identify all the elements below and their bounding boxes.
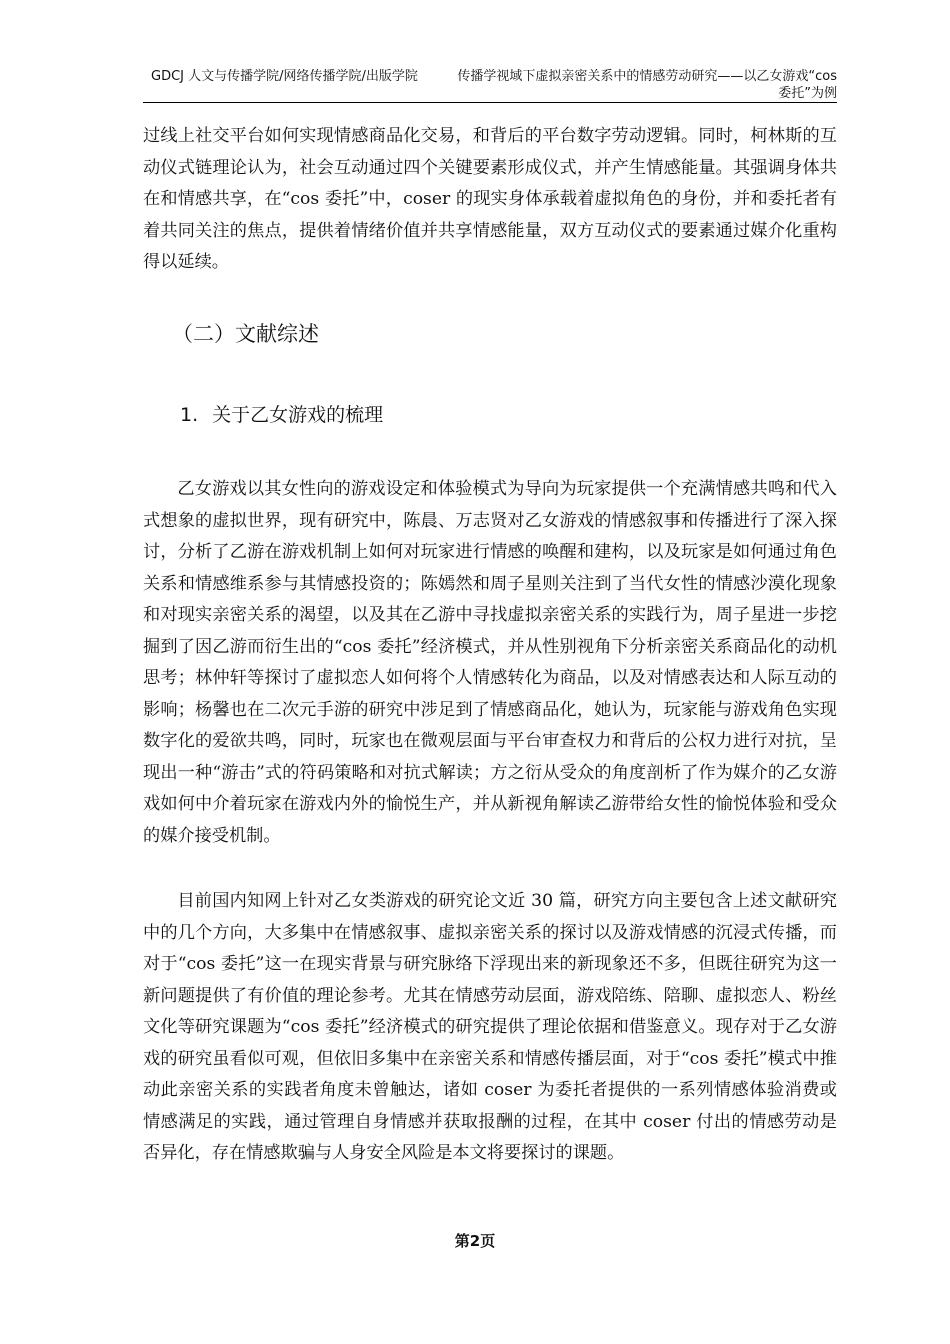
- subsection-heading: [180, 400, 383, 427]
- subsection-number: 1.: [180, 404, 199, 426]
- page-header: [143, 68, 837, 103]
- page-number: 第2页: [454, 1232, 496, 1250]
- section-heading: （二）文献综述: [172, 322, 319, 346]
- body-paragraph-2: 目前国内知网上针对乙女类游戏的研究论文近 30 篇，研究方向主要包含上述文献研究中的几个方向，大多集中在情感叙事、虚拟亲密关系的探讨以及游戏情感的沉浸式传播，而对于“cos 委托”这一在现实背景与研究脉络下浮现出来的新现象还不多，但既往研究为这一新问题提供了有价值的理论参考。尤其在情感劳动层面，游戏陪练、陪聊、虚拟恋人、粉丝文化等研究课题为“cos 委托”经济模式的研究提供了理论依据和借鉴意义。现存对于乙女游戏的研究虽看似可观，但依旧多集中在亲密关系和情感传播层面，对于“cos 委托”模式中推动此亲密关系的实践者角度未曾触达，诸如 coser 为委托者提供的一系列情感体验消费或情感满足的实践，通过管理自身情感并获取报酬的过程，在其中 coser 付出的情感劳动是否异化，存在情感欺骗与人身安全风险是本文将要探讨的课题。: [143, 891, 837, 1163]
- header-thesis-title: 传播学视域下虚拟亲密关系中的情感劳动研究——以乙女游戏“cos 委托”为例: [457, 69, 837, 101]
- intro-paragraph: 过线上社交平台如何实现情感商品化交易，和背后的平台数字劳动逻辑。同时，柯林斯的互动仪式链理论认为，社会互动通过四个关键要素形成仪式，并产生情感能量。其强调身体共在和情感共享，在“cos 委托”中，coser 的现实身体承载着虚拟角色的身份，并和委托者有着共同关注的焦点，提供着情绪价值并共享情感能量，双方互动仪式的要素通过媒介化重构得以延续。: [143, 126, 837, 272]
- header-institution: GDCJ 人文与传播学院/网络传播学院/出版学院: [151, 69, 418, 84]
- body-paragraph-1: 乙女游戏以其女性向的游戏设定和体验模式为导向为玩家提供一个充满情感共鸣和代入式想象的虚拟世界，现有研究中，陈晨、万志贤对乙女游戏的情感叙事和传播进行了深入探讨，分析了乙游在游戏机制上如何对玩家进行情感的唤醒和建构，以及玩家是如何通过角色关系和情感维系参与其情感投资的；陈嫣然和周子星则关注到了当代女性的情感沙漠化现象和对现实亲密关系的渴望，以及其在乙游中寻找虚拟亲密关系的实践行为，周子星进一步挖掘到了因乙游而衍生出的“cos 委托”经济模式，并从性别视角下分析亲密关系商品化的动机思考；林仲轩等探讨了虚拟恋人如何将个人情感转化为商品，以及对情感表达和人际互动的影响；杨馨也在二次元手游的研究中涉足到了情感商品化，她认为，玩家能与游戏角色实现数字化的爱欲共鸣，同时，玩家也在微观层面与平台审查权力和背后的公权力进行对抗，呈现出一种“游击”式的符码策略和对抗式解读；方之衍从受众的角度剖析了作为媒介的乙女游戏如何中介着玩家在游戏内外的愉悦生产，并从新视角解读乙游带给女性的愉悦体验和受众的媒介接受机制。: [143, 479, 837, 846]
- subsection-title: 关于乙女游戏的梳理: [212, 404, 384, 426]
